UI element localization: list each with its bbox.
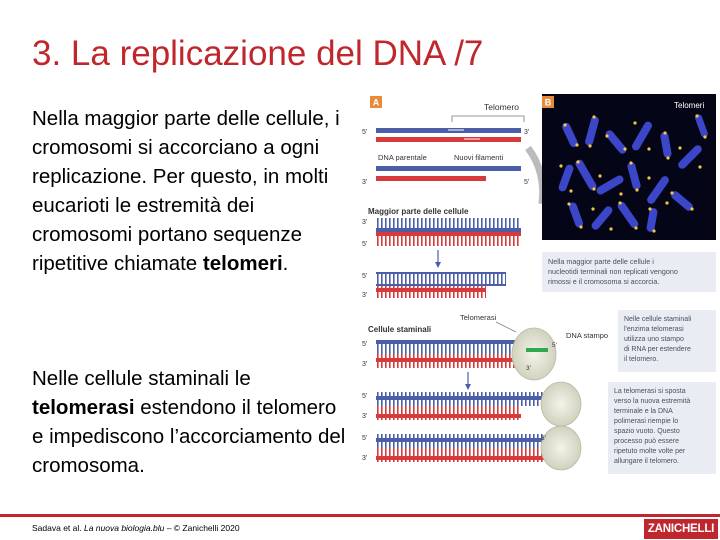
footer-authors: Sadava et al. [32, 523, 84, 533]
note3-line: allungare il telomero. [614, 458, 679, 465]
note3-line: terminale e la DNA [614, 408, 673, 415]
cellule-staminali-label: Cellule staminali [368, 325, 432, 334]
end-label: 5' [552, 342, 557, 349]
paragraph-telomerasi-text: estendono il telomero e impediscono l’accorciamento del cromosoma. [32, 396, 346, 477]
telomerase-enzyme [512, 328, 556, 380]
telomero-bracket [452, 116, 524, 122]
end-label: 5' [362, 129, 368, 136]
end-label: 5' [362, 273, 368, 280]
note3-line: processo può essere [614, 438, 679, 445]
note3-line: spazio vuoto. Questo [614, 428, 680, 435]
telomeri-micro-label: Telomeri [674, 101, 705, 110]
extended-duplex-bottom [376, 406, 521, 420]
replicated-strand [376, 166, 521, 171]
end-label: 3' [541, 435, 546, 442]
note3-line: La telomerasi si sposta [614, 388, 686, 395]
end-label: 3' [362, 219, 368, 226]
telomero-label: Telomero [484, 102, 519, 112]
end-label: 5' [524, 179, 530, 186]
footer-book-title: La nuova biologia.blu [83, 523, 165, 533]
extended-duplex-bottom [376, 448, 551, 462]
shortened-duplex-bottom [376, 286, 486, 298]
end-label: 5' [362, 435, 368, 442]
paragraph-telomerasi [32, 364, 352, 480]
note2-line: il telomero. [624, 356, 659, 363]
telomerasi-pointer [496, 322, 516, 332]
paragraph-telomeri [32, 104, 352, 278]
zanichelli-logo: ZANICHELLI [644, 519, 718, 539]
nuovi-filamenti-label: Nuovi filamenti [454, 153, 504, 162]
note2-line: di RNA per estendere [624, 346, 691, 353]
paragraph-telomeri-end: . [282, 252, 289, 275]
note1-line: nucleotidi terminali non replicati vengono [548, 267, 678, 276]
short-duplex-top [376, 218, 521, 232]
paragraph-telomeri-text: Nella maggior parte delle cellule, i cromosomi si accorciano a ogni replicazione. Per questo, in molti eucarioti le estremità dei cromosomi portano sequenze ripetitive chiamate [32, 107, 340, 275]
end-label: 3' [524, 129, 530, 136]
telomere-figure [356, 92, 718, 482]
end-label: 3' [362, 455, 368, 462]
footer-credit [32, 523, 240, 533]
end-label: 3' [526, 365, 531, 372]
note2-line: Nelle cellule staminali [624, 316, 692, 323]
note1-line: Nella maggior parte delle cellule i [548, 257, 654, 266]
paragraph-telomerasi-start: Nelle cellule staminali le [32, 367, 251, 390]
short-duplex-bottom [376, 232, 521, 246]
dna-polymerase-enzyme [541, 426, 581, 470]
end-label: 3' [362, 361, 368, 368]
end-label: 5' [362, 341, 368, 348]
maggior-parte-label: Maggior parte delle cellule [368, 207, 469, 216]
term-telomerasi: telomerasi [32, 396, 135, 419]
down-arrow-head [435, 262, 441, 268]
dna-stampo-label: DNA stampo [566, 331, 609, 340]
end-label: 3' [362, 179, 368, 186]
note2-line: l'enzima telomerasi [624, 326, 684, 333]
slide-title: 3. La replicazione del DNA /7 [32, 34, 484, 73]
down-arrow-head [465, 384, 471, 390]
stem-duplex-bottom [376, 354, 521, 368]
shortened-duplex-top [376, 272, 506, 286]
end-label: 3' [362, 413, 368, 420]
telomerase-enzyme [541, 382, 581, 426]
telomerasi-label: Telomerasi [460, 313, 497, 322]
panel-b-label: B [544, 97, 552, 108]
note2-line: utilizza uno stampo [624, 336, 684, 343]
parent-strand-bottom [376, 137, 521, 142]
end-label: 5' [362, 241, 368, 248]
note3-line: ripetuto molte volte per [614, 448, 686, 455]
rna-template [526, 348, 548, 352]
replicated-strand [376, 176, 486, 181]
note3-line: verso la nuova estremità [614, 398, 691, 405]
footer-publisher: – © Zanichelli 2020 [164, 523, 240, 533]
end-label: 3' [362, 292, 368, 299]
process-arrow [528, 148, 543, 204]
note3-line: polimerasi riempie lo [614, 418, 679, 425]
panel-a-label: A [372, 97, 380, 108]
term-telomeri: telomeri [202, 252, 283, 275]
note1-line: rimossi e il cromosoma si accorcia. [548, 277, 660, 286]
end-label: 5' [362, 393, 368, 400]
dna-parentale-label: DNA parentale [378, 153, 427, 162]
